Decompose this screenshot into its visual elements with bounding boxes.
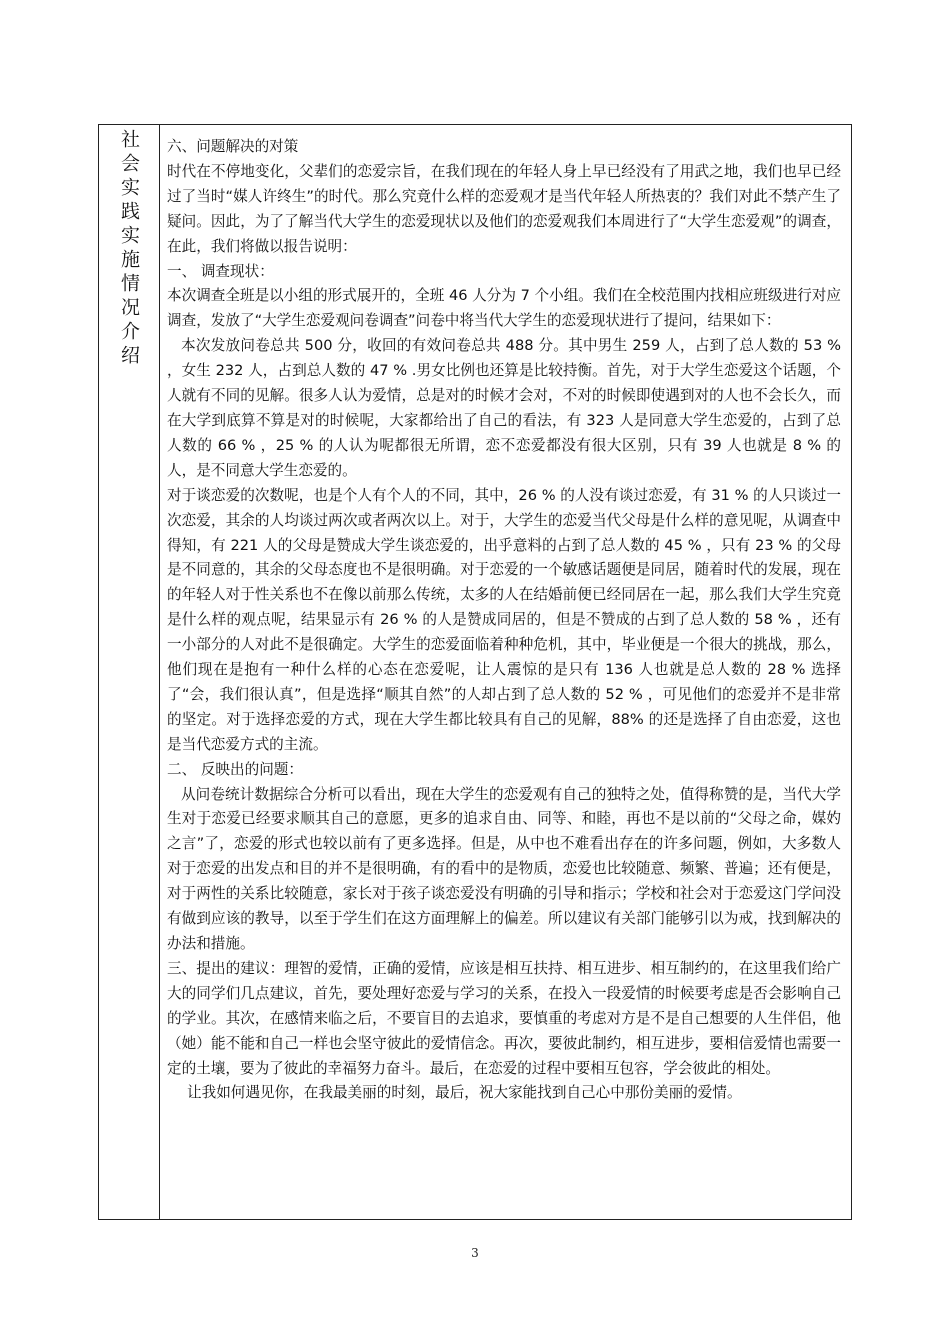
report-table [98, 124, 852, 1220]
page-number: 3 [471, 1246, 479, 1260]
survey-method-paragraph: 本次调查全班是以小组的形式展开的，全班 46 人分为 7 个小组。我们在全校范围内找相应班级进行对应调查，发放了“大学生恋爱观问卷调查”问卷中将当代大学生的恋爱现状进行了提问，结果如下： [167, 287, 841, 330]
heading-problems: 二、 反映出的问题： [167, 760, 303, 778]
heading-six: 六、问题解决的对策 [167, 138, 299, 155]
survey-results-paragraph: 本次发放问卷总共 500 分，收回的有效问卷总共 488 分。其中男生 259 人，占到了总人数的 53 % ，女生 232 人，占到总人数的 47 % .男女比例也还算是比较持衡。首先，对于大学生恋爱这个话题，个人就有不同的见解。很多人认为爱情，总是对的时候才会对，不对的时候即使遇到对的人也不会长久，而在大学到底算不算是对的时候呢，大家都给出了自己的看法，有 323 人是同意大学生恋爱的，占到了总人数的 66 % ，25 % 的人认为呢都很无所谓，恋不恋爱都没有很大区别，只有 39 人也就是 8 % 的人，是不同意大学生恋爱的。 [167, 337, 841, 479]
heading-survey-status: 一、 调查现状： [167, 262, 274, 280]
survey-details-paragraph: 对于谈恋爱的次数呢，也是个人有个人的不同，其中，26 % 的人没有谈过恋爱，有 31 % 的人只谈过一次恋爱，其余的人均谈过两次或者两次以上。对于，大学生的恋爱当代父母是什么样的意见呢，从调查中得知，有 221 人的父母是赞成大学生谈恋爱的，出乎意料的占到了总人数的 45 % ，只有 23 % 的父母是不同意的，其余的父母态度也不是很明确。对于恋爱的一个敏感话题便是同居，随着时代的发展，现在的年轻人对于性关系也不在像以前那么传统，太多的人在结婚前便已经同居在一起，那么我们大学生究竟是什么样的观点呢，结果显示有 26 % 的人是赞成同居的，但是不赞成的占到了总人数的 58 % ，还有一小部分的人对此不是很确定。大学生的恋爱面临着种种危机，其中，毕业便是一个很大的挑战，那么，他们现在是抱有一种什么样的心态在恋爱呢，让人震惊的是只有 136 人也就是总人数的 28 % 选择了“会，我们很认真”，但是选择“顺其自然”的人却占到了总人数的 52 % ，可见他们的恋爱并不是非常的坚定。对于选择恋爱的方式，现在大学生都比较具有自己的见解，88% 的还是选择了自由恋爱，这也是当代恋爱方式的主流。 [167, 486, 841, 753]
report-content-cell [160, 125, 851, 1219]
section-label: 社会实践实施情况介绍 [118, 129, 140, 369]
section-label-cell [99, 125, 160, 1219]
suggestions-paragraph: 三、提出的建议：理智的爱情，正确的爱情，应该是相互扶持、相互进步、相互制约的，在这里我们给广大的同学们几点建议，首先，要处理好恋爱与学习的关系，在投入一段爱情的时候要考虑是否会影响自己的学业。其次，在感情来临之后，不要盲目的去追求，要慎重的考虑对方是不是自己想要的人生伴侣，他（她）能不能和自己一样也会坚守彼此的爱情信念。再次，要彼此制约，相互进步，要相信爱情也需要一定的土壤，要为了彼此的幸福努力奋斗。最后，在恋爱的过程中要相互包容，学会彼此的相处。 [167, 959, 841, 1077]
problems-paragraph: 从问卷统计数据综合分析可以看出，现在大学生的恋爱观有自己的独特之处，值得称赞的是，当代大学生对于恋爱已经要求顺其自己的意愿，更多的追求自由、同等、和睦，再也不是以前的“父母之命，媒妁之言”了，恋爱的形式也较以前有了更多选择。但是，从中也不难看出存在的许多问题，例如，大多数人对于恋爱的出发点和目的并不是很明确，有的看中的是物质，恋爱也比较随意、频繁、普遍；还有便是，对于两性的关系比较随意，家长对于孩子谈恋爱没有明确的引导和指示；学校和社会对于恋爱这门学问没有做到应该的教导，以至于学生们在这方面理解上的偏差。所以建议有关部门能够引以为戒，找到解决的办法和措施。 [167, 785, 841, 952]
closing-paragraph: 让我如何遇见你，在我最美丽的时刻，最后，祝大家能找到自己心中那份美丽的爱情。 [187, 1084, 742, 1102]
intro-paragraph: 时代在不停地变化，父辈们的恋爱宗旨，在我们现在的年轻人身上早已经没有了用武之地，我们也早已经过了当时“媒人许终生”的时代。那么究竟什么样的恋爱观才是当代年轻人所热衷的？我们对此不禁产生了疑问。因此，为了了解当代大学生的恋爱现状以及他们的恋爱观我们本周进行了“大学生恋爱观”的调查，在此，我们将做以报告说明： [167, 162, 841, 255]
